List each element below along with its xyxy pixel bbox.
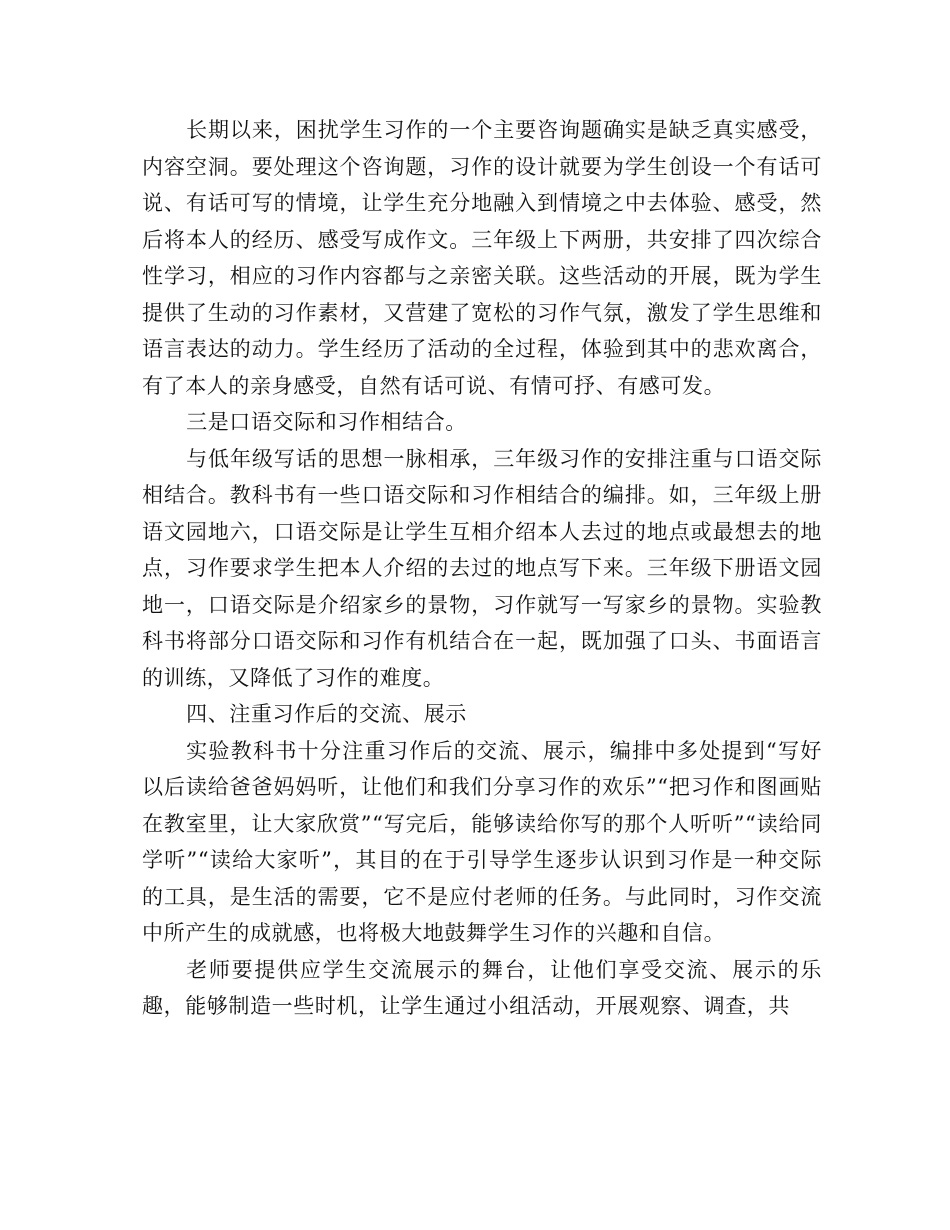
paragraph-teacher-stage: 老师要提供应学生交流展示的舞台，让他们享受交流、展示的乐趣，能够制造一些时机，让学生通过小组活动，开展观察、调查，共 — [142, 957, 822, 1018]
paragraph-oral-communication: 与低年级写话的思想一脉相承，三年级习作的安排注重与口语交际相结合。教科书有一些口语交际和习作相结合的编排。如，三年级上册语文园地六，口语交际是让学生互相介绍本人去过的地点或最想去的地点，习作要求学生把本人介绍的去过的地点写下来。三年级下册语文园地一，口语交际是介绍家乡的景物，习作就写一写家乡的景物。实验教科书将部分口语交际和习作有机结合在一起，既加强了口头、书面语言的训练，又降低了习作的难度。 — [142, 446, 822, 690]
paragraph-writing-experience: 长期以来，困扰学生习作的一个主要咨询题确实是缺乏真实感受，内容空洞。要处理这个咨询题，习作的设计就要为学生创设一个有话可说、有话可写的情境，让学生充分地融入到情境之中去体验、感受，然后将本人的经历、感受写成作文。三年级上下两册，共安排了四次综合性学习，相应的习作内容都与之亲密关联。这些活动的开展，既为学生提供了生动的习作素材，又营建了宽松的习作气氛，激发了学生思维和语言表达的动力。学生经历了活动的全过程，体验到其中的悲欢离合，有了本人的亲身感受，自然有话可说、有情可抒、有感可发。 — [142, 118, 822, 398]
paragraph-section-three-heading: 三是口语交际和习作相结合。 — [186, 410, 467, 434]
paragraph-section-four-heading: 四、注重习作后的交流、展示 — [186, 702, 467, 726]
paragraph-exchange-display: 实验教科书十分注重习作后的交流、展示，编排中多处提到“写好以后读给爸爸妈妈听，让他们和我们分享习作的欢乐”“把习作和图画贴在教室里，让大家欣赏”“写完后，能够读给你写的那个人听听”“读给同学听”“读给大家听”，其目的在于引导学生逐步认识到习作是一种交际的工具，是生活的需要，它不是应付老师的任务。与此同时，习作交流中所产生的成就感，也将极大地鼓舞学生习作的兴趣和自信。 — [142, 738, 822, 945]
document-body — [142, 112, 822, 1025]
